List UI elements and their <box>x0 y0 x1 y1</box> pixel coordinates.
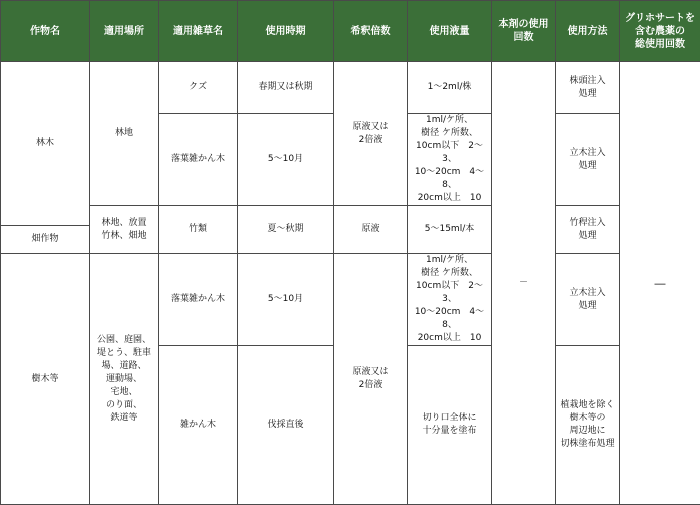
method-cell: 立木注入 処理 <box>556 114 620 206</box>
volume-cell: 1ml/ケ所、 樹径 ケ所数、 10cm以下 2〜3、 10〜20cm 4〜8、 20cm以上 10 <box>408 114 492 206</box>
header-method: 使用方法 <box>556 1 620 62</box>
method-cell: 株頭注入 処理 <box>556 62 620 114</box>
dilution-cell: 原液又は 2倍液 <box>334 254 408 505</box>
weed-cell: 落葉雑かん木 <box>159 114 238 206</box>
header-use-count: 本剤の使用 回数 <box>492 1 556 62</box>
total-count-cell: ― <box>620 62 700 505</box>
header-dilution: 希釈倍数 <box>334 1 408 62</box>
crop-cell: 樹木等 <box>1 254 90 505</box>
weed-cell: クズ <box>159 62 238 114</box>
place-cell: 林地 <box>90 62 159 206</box>
table-row <box>1 206 700 226</box>
time-cell: 春期又は秋期 <box>238 62 334 114</box>
method-cell: 植栽地を除く 樹木等の 周辺地に 切株塗布処理 <box>556 346 620 505</box>
weed-cell: 竹類 <box>159 206 238 254</box>
crop-cell: 林木 <box>1 62 90 226</box>
dilution-cell: 原液 <box>334 206 408 254</box>
method-cell: 竹稈注入 処理 <box>556 206 620 254</box>
place-cell: 公園、庭園、 堤とう、駐車 場、道路、 運動場、 宅地、 のり面、 鉄道等 <box>90 254 159 505</box>
volume-cell: 切り口全体に 十分量を塗布 <box>408 346 492 505</box>
use-count-cell: － <box>492 62 556 505</box>
place-cell: 林地、放置 竹林、畑地 <box>90 206 159 254</box>
header-total-count: グリホサートを 含む農薬の 総使用回数 <box>620 1 700 62</box>
header-place: 適用場所 <box>90 1 159 62</box>
weed-cell: 落葉雑かん木 <box>159 254 238 346</box>
volume-cell: 5〜15ml/本 <box>408 206 492 254</box>
time-cell: 伐採直後 <box>238 346 334 505</box>
dilution-cell: 原液又は 2倍液 <box>334 62 408 206</box>
volume-cell: 1〜2ml/株 <box>408 62 492 114</box>
volume-cell: 1ml/ケ所、 樹径 ケ所数、 10cm以下 2〜3、 10〜20cm 4〜8、 20cm以上 10 <box>408 254 492 346</box>
header-crop: 作物名 <box>1 1 90 62</box>
time-cell: 夏〜秋期 <box>238 206 334 254</box>
header-row <box>1 1 700 62</box>
header-volume: 使用液量 <box>408 1 492 62</box>
weed-cell: 雑かん木 <box>159 346 238 505</box>
crop-cell: 畑作物 <box>1 226 90 254</box>
time-cell: 5〜10月 <box>238 254 334 346</box>
table-row <box>1 254 700 346</box>
method-cell: 立木注入 処理 <box>556 254 620 346</box>
header-time: 使用時期 <box>238 1 334 62</box>
time-cell: 5〜10月 <box>238 114 334 206</box>
header-weed: 適用雑草名 <box>159 1 238 62</box>
table-row <box>1 62 700 114</box>
